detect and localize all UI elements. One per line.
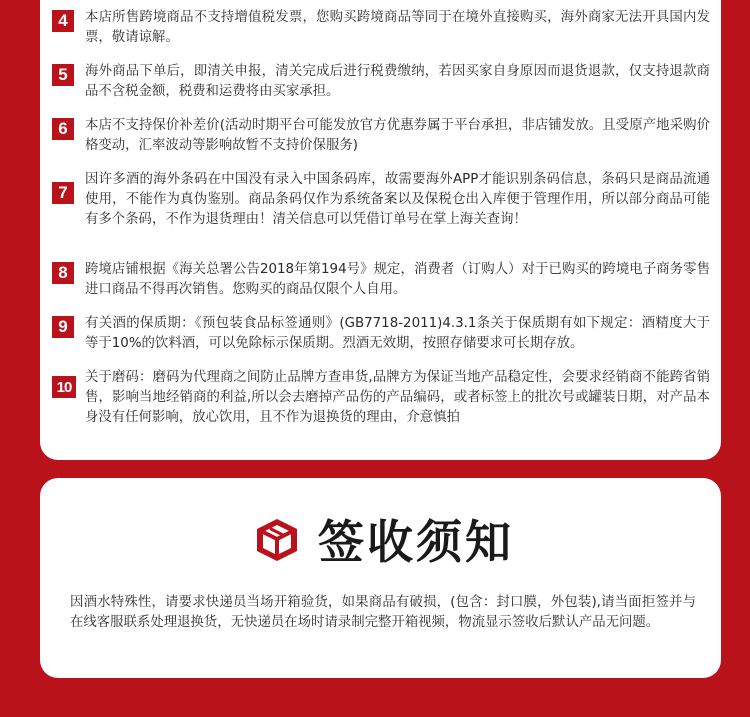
item-number-badge: 7 [52, 182, 74, 204]
item-text: 有关酒的保质期：《预包装食品标签通则》(GB7718-2011)4.3.1条关于保质期有如下规定：酒精度大于等于10%的饮料酒，可以免除标示保质期。烈酒无效期，按照存储要求可长期存放。 [85, 316, 710, 351]
receipt-notice-text: 因酒水特殊性，请要求快递员当场开箱验货，如果商品有破损，(包含：封口膜，外包装),请当面拒签并与在线客服联系处理退换货，无快递员在场时请录制完整开箱视频，物流显示签收后默认产品无问题。 [70, 595, 696, 630]
item-text: 跨境店铺根据《海关总署公告2018年第194号》规定，消费者（订购人）对于已购买的跨境电子商务零售进口商品不得再次销售。您购买的商品仅限个人自用。 [85, 262, 710, 297]
section-title: 签收须知 [318, 515, 514, 569]
section-header [252, 514, 514, 570]
item-text: 关于磨码：磨码为代理商之间防止品牌方查串货,品牌方为保证当地产品稳定性，会要求经销商不能跨省销售，影响当地经销商的利益,所以会去磨掉产品伤的产品编码，或者标签上的批次号或罐装日期，对产品本身没有任何影响，放心饮用，且不作为退换货的理由，介意慎拍 [85, 370, 710, 425]
item-number-badge: 9 [52, 316, 74, 338]
item-number-badge: 4 [52, 10, 74, 32]
receipt-notice-card [40, 478, 721, 678]
item-text: 海外商品下单后，即清关申报，清关完成后进行税费缴纳，若因买家自身原因而退货退款，仅支持退款商品不含税金额，税费和运费将由买家承担。 [85, 64, 710, 99]
item-text: 本店不支持保价补差价(活动时期平台可能发放官方优惠券属于平台承担，非店铺发放。且受原产地采购价格变动，汇率波动等影响故暂不支持价保服务) [85, 118, 710, 153]
item-text: 因许多酒的海外条码在中国没有录入中国条码库，故需要海外APP才能识别条码信息，条码只是商品流通使用，不能作为真伪鉴别。商品条码仅作为系统备案以及保税仓出入库便于管理作用，所以部分商品可能有多个条码，不作为退货理由！清关信息可以凭借订单号在掌上海关查询！ [85, 172, 710, 227]
item-number-badge: 10 [52, 376, 76, 398]
item-number-badge: 8 [52, 262, 74, 284]
item-number-badge: 5 [52, 64, 74, 86]
package-box-icon [252, 515, 302, 569]
item-number-badge: 6 [52, 118, 74, 140]
item-text: 本店所售跨境商品不支持增值税发票，您购买跨境商品等同于在境外直接购买，海外商家无法开具国内发票，敬请谅解。 [85, 10, 710, 45]
